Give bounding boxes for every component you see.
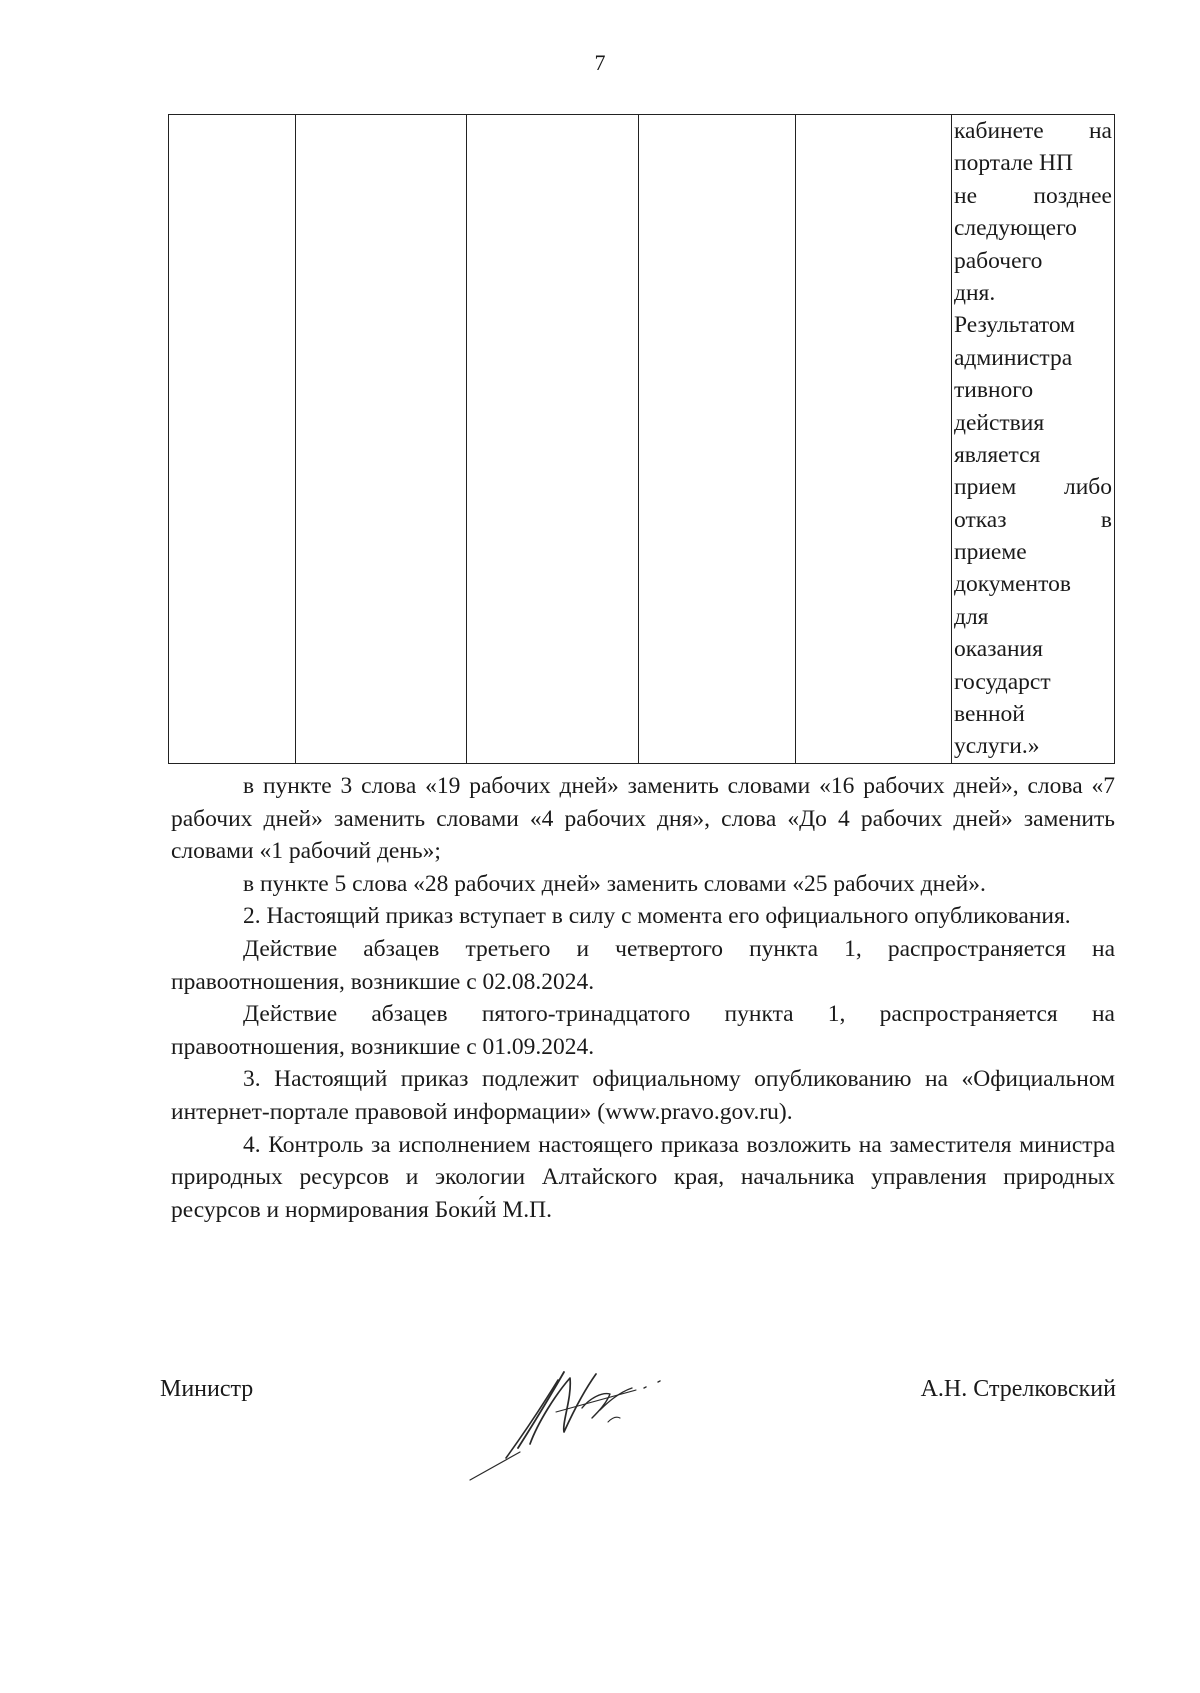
cell-text-line: администра xyxy=(954,344,1073,371)
table-cell-empty xyxy=(169,115,296,764)
cell-text-line: услуги.» xyxy=(954,733,1040,760)
cell-text-line: государст xyxy=(954,668,1051,695)
cell-text-line: является xyxy=(954,441,1041,468)
cell-text-line: кабинете на xyxy=(954,118,1112,144)
table-row xyxy=(169,115,1115,764)
paragraph-publication: 3. Настоящий приказ подлежит официальному опубликованию на «Официальном интернет-портале правовой информации» (www.pravo.gov.ru). xyxy=(171,1066,1115,1125)
page-number: 7 xyxy=(594,50,606,75)
cell-text-line: тивного xyxy=(954,377,1034,404)
table-cell-empty xyxy=(467,115,639,764)
cell-text-line: для xyxy=(954,603,989,630)
paragraph-effective-date: 2. Настоящий приказ вступает в силу с момента его официального опубликования. xyxy=(243,903,1071,930)
signature-block xyxy=(160,1368,1116,1488)
cell-text-line: оказания xyxy=(954,636,1043,663)
cell-text-line: отказ в xyxy=(954,506,1112,533)
table-cell-empty xyxy=(796,115,952,764)
order-body-text xyxy=(171,770,1115,1226)
table-cell-empty xyxy=(639,115,796,764)
cell-text-line: портале НП xyxy=(954,150,1073,177)
cell-text-line: прием либо xyxy=(954,474,1112,501)
cell-text-line: действия xyxy=(954,409,1045,436)
cell-text-line: не позднее xyxy=(954,182,1112,209)
paragraph-item-5-amendment: в пункте 5 слова «28 рабочих дней» заменить словами «25 рабочих дней». xyxy=(243,870,986,897)
table-cell-result-text xyxy=(952,115,1115,764)
continuation-table xyxy=(168,114,1115,764)
cell-text-line: приеме xyxy=(954,539,1027,566)
cell-text-line: Результатом xyxy=(954,312,1076,339)
cell-text-line: следующего xyxy=(954,215,1077,242)
signatory-name: А.Н. Стрелковский xyxy=(920,1376,1116,1402)
cell-text-line: рабочего xyxy=(954,247,1043,274)
continuation-table-wrap xyxy=(168,114,1115,764)
handwritten-signature-icon xyxy=(460,1348,690,1488)
cell-text-line: документов xyxy=(954,571,1071,598)
cell-text-line: венной xyxy=(954,701,1025,728)
signatory-position: Министр xyxy=(160,1376,254,1402)
paragraph-item-3-amendment: в пункте 3 слова «19 рабочих дней» заменить словами «16 рабочих дней», слова «7 рабочих дней» заменить словами «4 рабочих дня», слова «До 4 рабочих дней» заменить словами «1 рабочий день»; xyxy=(171,773,1115,865)
paragraph-control: 4. Контроль за исполнением настоящего приказа возложить на заместителя министра природных ресурсов и экологии Алтайского края, начальника управления природных ресурсов и нормирования Боки́й М.П. xyxy=(171,1131,1115,1223)
paragraph-effect-third-fourth: Действие абзацев третьего и четвертого пункта 1, распространяется на правоотношения, возникшие с 02.08.2024. xyxy=(171,935,1115,995)
paragraph-effect-fifth-thirteenth: Действие абзацев пятого-тринадцатого пункта 1, распространяется на правоотношения, возникшие с 01.09.2024. xyxy=(171,1001,1115,1060)
cell-text-line: дня. xyxy=(954,279,996,306)
table-cell-empty xyxy=(296,115,467,764)
